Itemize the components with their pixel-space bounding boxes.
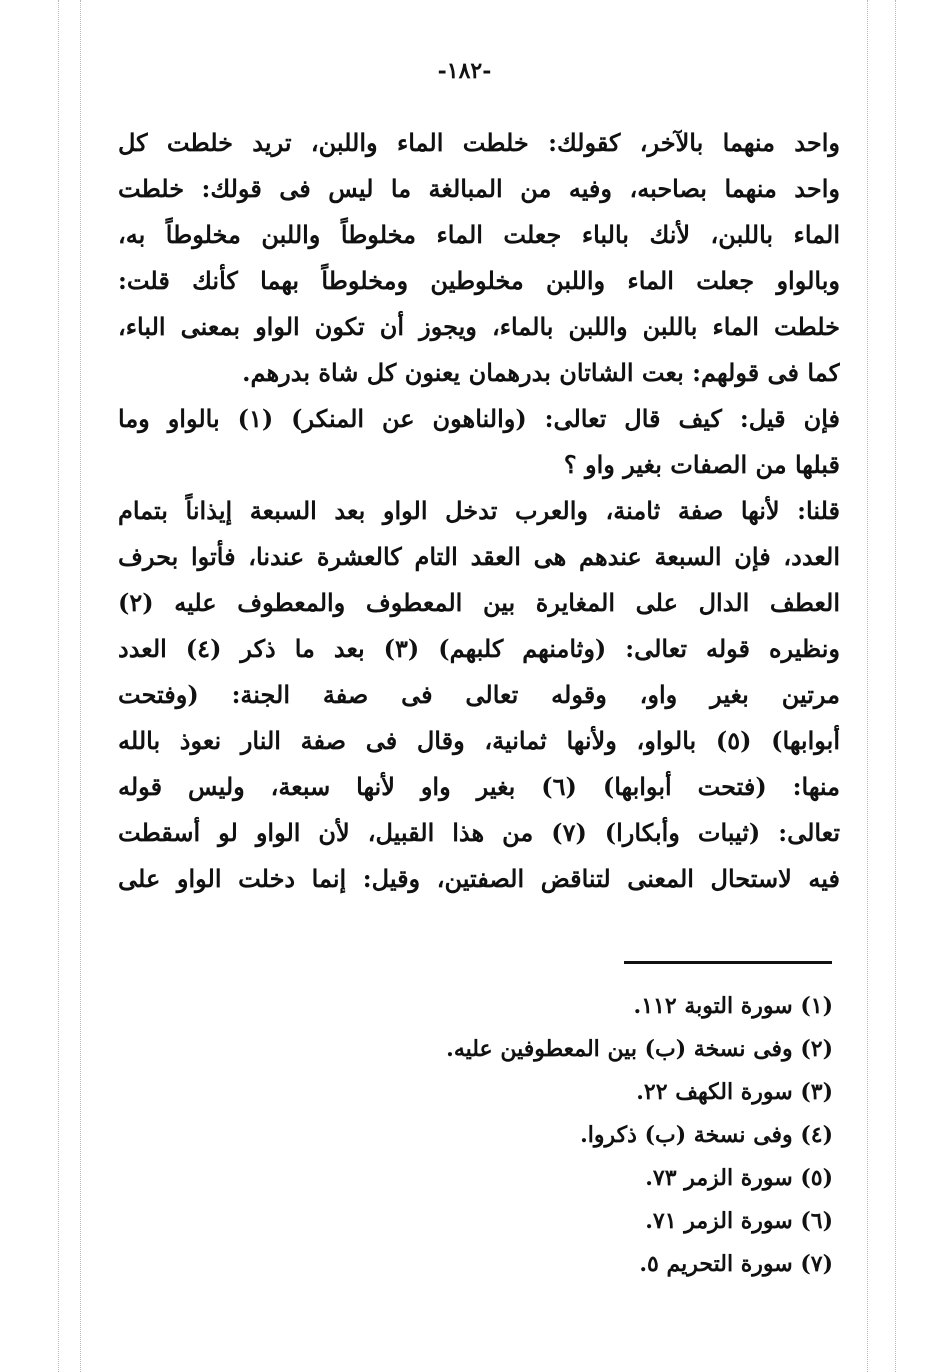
footnote: (٥) سورة الزمر ٧٣. [645,1165,833,1191]
footnotes [233,985,833,1286]
text-line: كما فى قولهم: بعت الشاتان بدرهمان يعنون كل شاة بدرهم. [242,358,840,387]
text-line: فإن قيل: كيف قال تعالى: (والناهون عن المنكر) (١) بالواو وما [118,404,840,433]
page-number: -١٨٢- [437,58,492,84]
footnote: (٤) وفى نسخة (ب) ذكروا. [580,1122,833,1148]
scan-edge-line [58,0,59,1372]
footnote: (٧) سورة التحريم ٥. [639,1251,833,1277]
footnote-separator [624,961,832,964]
text-line: الماء باللبن، لأنك بالباء جعلت الماء مخلوطاً واللبن مخلوطاً به، [118,220,840,249]
footnote: (١) سورة التوبة ١١٢. [633,993,833,1019]
body-text [118,120,840,902]
text-line: خلطت الماء باللبن واللبن بالماء، ويجوز أن تكون الواو بمعنى الباء، [118,312,840,341]
footnote: (٢) وفى نسخة (ب) بين المعطوفين عليه. [446,1036,833,1062]
text-line: تعالى: (ثيبات وأبكارا) (٧) من هذا القبيل، لأن الواو لو أسقطت [118,818,840,847]
scan-edge-line [80,0,81,1372]
text-line: قلنا: لأنها صفة ثامنة، والعرب تدخل الواو بعد السبعة إيذاناً بتمام [118,496,840,525]
text-line: أبوابها) (٥) بالواو، ولأنها ثمانية، وقال فى صفة النار نعوذ بالله [118,726,840,755]
text-line: قبلها من الصفات بغير واو ؟ [563,450,840,479]
footnote: (٦) سورة الزمر ٧١. [645,1208,833,1234]
text-line: وبالواو جعلت الماء واللبن مخلوطين ومخلوطاً بهما كأنك قلت: [118,266,840,295]
footnote: (٣) سورة الكهف ٢٢. [636,1079,833,1105]
text-line: مرتين بغير واو، وقوله تعالى فى صفة الجنة: (وفتحت [118,680,840,709]
text-line: واحد منهما بالآخر، كقولك: خلطت الماء واللبن، تريد خلطت كل [118,128,840,157]
text-line: العدد، فإن السبعة عندهم هى العقد التام كالعشرة عندنا، فأتوا بحرف [118,542,840,571]
scan-edge-line [895,0,896,1372]
text-line: ونظيره قوله تعالى: (وثامنهم كلبهم) (٣) بعد ما ذكر (٤) العدد [118,634,840,663]
scan-edge-line [867,0,868,1372]
text-line: منها: (فتحت أبوابها) (٦) بغير واو لأنها سبعة، وليس قوله [118,772,840,801]
text-line: فيه لاستحال المعنى لتناقض الصفتين، وقيل: إنما دخلت الواو على [118,864,840,893]
text-line: العطف الدال على المغايرة بين المعطوف والمعطوف عليه (٢) [118,588,840,617]
text-line: واحد منهما بصاحبه، وفيه من المبالغة ما ليس فى قولك: خلطت [118,174,840,203]
